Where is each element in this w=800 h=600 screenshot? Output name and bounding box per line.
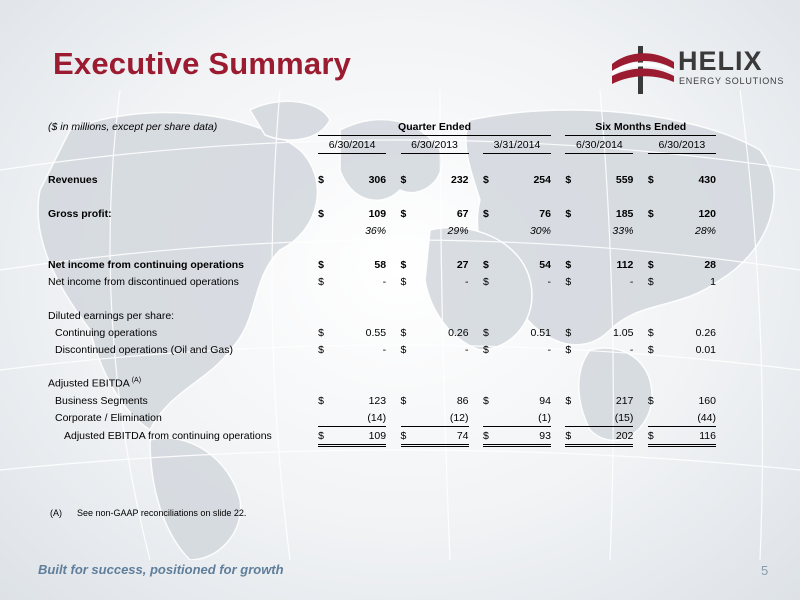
currency-symbol: $ (482, 275, 489, 288)
table-row-eps-discontinued (48, 341, 716, 358)
footnote (50, 508, 246, 518)
currency-symbol: $ (318, 427, 330, 446)
table-cell: 112 (616, 258, 634, 271)
table-row-gross-profit (48, 205, 716, 222)
table-cell: 0.55 (365, 326, 387, 339)
currency-symbol: $ (565, 173, 572, 186)
table-row-ebitda-header (48, 375, 716, 392)
currency-symbol: $ (318, 173, 324, 186)
table-cell: 120 (698, 207, 716, 220)
currency-symbol: $ (647, 275, 654, 288)
row-label: Net income from discontinued operations (48, 275, 239, 288)
currency-symbol: $ (400, 173, 407, 186)
currency-symbol: $ (400, 207, 407, 220)
table-cell: 232 (451, 173, 469, 186)
currency-symbol: $ (565, 275, 572, 288)
row-label: Discontinued operations (Oil and Gas) (55, 343, 234, 356)
table-cell: - (629, 275, 634, 288)
table-cell: 28 (704, 258, 716, 271)
table-cell: - (465, 275, 469, 288)
table-cell: 54 (539, 258, 551, 271)
table-cell: 30% (529, 224, 551, 237)
table-cell: 559 (615, 173, 634, 186)
row-label: Diluted earnings per share: (48, 309, 175, 322)
table-row-net-income-discontinued (48, 273, 716, 290)
row-label: Adjusted EBITDA from continuing operations (64, 430, 272, 442)
footnote-mark: (A) (50, 508, 62, 518)
table-caption: ($ in millions, except per share data) (48, 120, 218, 133)
table-cell: 254 (533, 173, 551, 186)
column-date: 6/30/2014 (565, 136, 633, 154)
table-cell: 93 (495, 427, 551, 446)
table-row-eps-header (48, 307, 716, 324)
table-cell: - (465, 343, 469, 356)
currency-symbol: $ (482, 326, 489, 339)
table-row-ebitda-total (48, 427, 716, 446)
currency-symbol: $ (482, 394, 489, 407)
table-cell: 86 (456, 394, 469, 407)
table-cell: 67 (456, 207, 469, 220)
table-cell: - (629, 343, 634, 356)
currency-symbol: $ (648, 427, 660, 446)
table-cell: 0.26 (695, 326, 716, 339)
page-title: Executive Summary (53, 46, 352, 81)
table-cell: 0.26 (448, 326, 469, 339)
table-cell: - (547, 343, 551, 356)
table-cell: 94 (539, 394, 551, 407)
table-cell: 185 (615, 207, 634, 220)
currency-symbol: $ (482, 173, 489, 186)
currency-symbol: $ (318, 394, 324, 407)
row-label: Revenues (48, 173, 98, 186)
row-label: Continuing operations (55, 326, 158, 339)
table-cell: (44) (660, 409, 716, 427)
column-date: 3/31/2014 (483, 136, 551, 154)
table-cell: 1.05 (612, 326, 634, 339)
table-cell: 217 (615, 394, 634, 407)
currency-symbol: $ (318, 343, 324, 356)
table-cell: 36% (365, 224, 387, 237)
currency-symbol: $ (482, 343, 489, 356)
column-date: 6/30/2014 (318, 136, 386, 154)
row-label: Adjusted EBITDA (48, 377, 130, 390)
footnote-reference: (A) (131, 377, 142, 385)
table-cell: 430 (698, 173, 716, 186)
currency-symbol: $ (565, 394, 572, 407)
currency-symbol: $ (647, 343, 654, 356)
currency-symbol: $ (400, 394, 407, 407)
table-row-eps-continuing (48, 324, 716, 341)
table-cell: 58 (374, 258, 387, 271)
logo-subtitle: ENERGY SOLUTIONS (679, 76, 785, 86)
logo-wordmark: HELIX (678, 46, 763, 76)
currency-symbol: $ (401, 427, 413, 446)
table-cell: - (547, 275, 551, 288)
table-cell: (12) (413, 409, 469, 427)
table-cell: 27 (456, 258, 469, 271)
table-cell: - (382, 275, 387, 288)
table-cell: 123 (368, 394, 387, 407)
table-cell: 28% (694, 224, 716, 237)
currency-symbol: $ (647, 394, 654, 407)
table-row-revenues (48, 171, 716, 188)
currency-symbol: $ (483, 427, 495, 446)
currency-symbol: $ (647, 258, 654, 271)
row-label: Corporate / Elimination (55, 411, 162, 424)
table-cell: 202 (578, 427, 634, 446)
currency-symbol: $ (565, 326, 572, 339)
currency-symbol: $ (318, 207, 324, 220)
currency-symbol: $ (482, 258, 489, 271)
table-row-net-income-continuing (48, 256, 716, 273)
row-label: Net income from continuing operations (48, 258, 245, 271)
group-six-months-ended: Six Months Ended (565, 118, 716, 136)
currency-symbol: $ (318, 258, 324, 271)
currency-symbol: $ (647, 173, 654, 186)
table-cell: (14) (330, 409, 386, 427)
currency-symbol: $ (318, 326, 324, 339)
table-cell: 160 (698, 394, 716, 407)
table-cell: 1 (710, 275, 716, 288)
currency-symbol: $ (565, 343, 572, 356)
table-cell: (15) (578, 409, 634, 427)
table-row-business-segments (48, 392, 716, 409)
currency-symbol: $ (482, 207, 489, 220)
column-date: 6/30/2013 (648, 136, 716, 154)
table-cell: 76 (539, 207, 551, 220)
table-row-gross-margin (48, 222, 716, 239)
table-cell: 33% (612, 224, 634, 237)
table-cell: (1) (495, 409, 551, 427)
group-quarter-ended: Quarter Ended (318, 118, 551, 136)
column-date: 6/30/2013 (401, 136, 469, 154)
row-label: Business Segments (55, 394, 148, 407)
financial-summary-table (48, 118, 716, 447)
table-cell: 0.51 (530, 326, 551, 339)
currency-symbol: $ (318, 275, 324, 288)
table-cell: 74 (413, 427, 469, 446)
table-group-header-row (48, 118, 716, 136)
table-cell: 109 (368, 207, 387, 220)
currency-symbol: $ (400, 343, 407, 356)
footnote-text: See non-GAAP reconciliations on slide 22. (77, 508, 247, 518)
table-row-corporate-elimination (48, 409, 716, 427)
table-cell: 0.01 (695, 343, 716, 356)
currency-symbol: $ (565, 207, 572, 220)
table-cell: 116 (660, 427, 716, 446)
table-cell: - (382, 343, 387, 356)
table-cell: 29% (447, 224, 469, 237)
currency-symbol: $ (647, 207, 654, 220)
table-date-header-row (48, 136, 716, 154)
currency-symbol: $ (565, 427, 577, 446)
table-cell: 109 (330, 427, 386, 446)
currency-symbol: $ (647, 326, 654, 339)
page-number: 5 (761, 563, 769, 578)
currency-symbol: $ (565, 258, 572, 271)
table-cell: 306 (368, 173, 387, 186)
currency-symbol: $ (400, 326, 407, 339)
footer-tagline: Built for success, positioned for growth (38, 562, 284, 577)
row-label: Gross profit: (48, 207, 112, 220)
currency-symbol: $ (400, 275, 407, 288)
currency-symbol: $ (400, 258, 407, 271)
